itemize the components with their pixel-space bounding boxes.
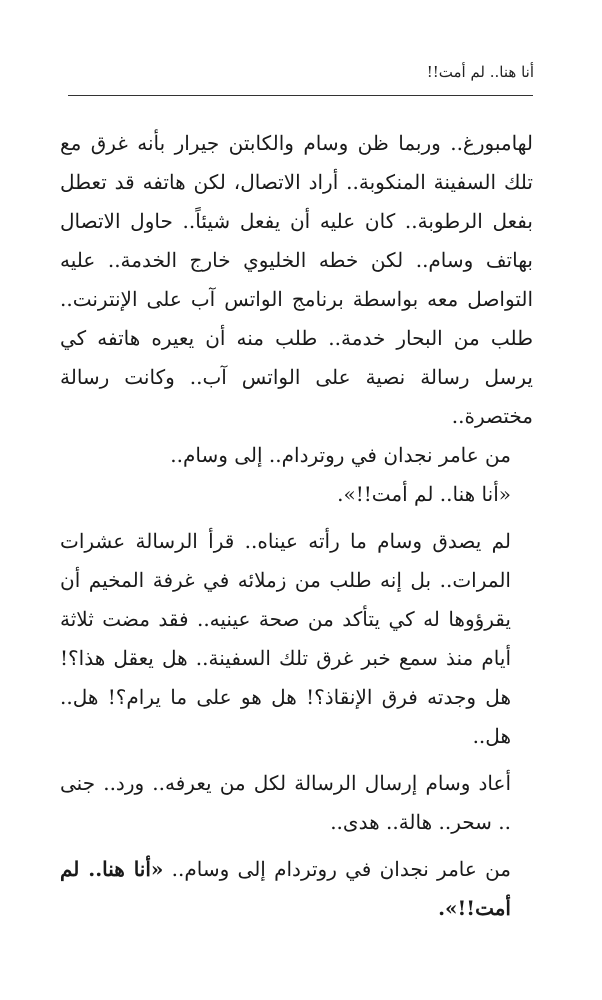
paragraph-2: من عامر نجدان في روتردام.. إلى وسام.. bbox=[170, 443, 511, 467]
paragraph-5: أعاد وسام إرسال الرسالة لكل من يعرفه.. ورد.. جنى .. سحر.. هالة.. هدى.. bbox=[60, 771, 511, 834]
header-divider bbox=[68, 95, 533, 96]
paragraph-6-bold-message: «أنا هنا.. لم أمت!!». bbox=[60, 857, 511, 920]
paragraph-1: لهامبورغ.. وربما ظن وسام والكابتن جيرار بأنه غرق مع تلك السفينة المنكوبة.. أراد الاتصال، لكن هاتفه قد تعطل بفعل الرطوبة.. كان عليه أن يفعل شيئاً.. حاول الاتصال بهاتف وسام.. لكن خطه الخليوي خارج الخدمة.. عليه التواصل معه بواسطة برنامج الواتس آب على الإنترنت.. طلب من البحار خدمة.. طلب منه أن يعيره هاتفه كي يرسل رسالة نصية على الواتس آب.. وكانت رسالة مختصرة.. bbox=[60, 131, 533, 428]
paragraph-6-lead: من عامر نجدان في روتردام إلى وسام.. bbox=[163, 857, 512, 881]
paragraph-6 bbox=[60, 850, 533, 928]
body-text bbox=[60, 124, 533, 928]
paragraph-3: «أنا هنا.. لم أمت!!». bbox=[337, 482, 511, 506]
running-header: أنا هنا.. لم أمت!! bbox=[426, 63, 534, 81]
paragraph-4: لم يصدق وسام ما رأته عيناه.. قرأ الرسالة عشرات المرات.. بل إنه طلب من زملائه في غرفة المخيم أن يقرؤوها له كي يتأكد من صحة عينيه.. فقد مضت ثلاثة أيام منذ سمع خبر غرق تلك السفينة.. هل يعقل هذا؟! هل وجدته فرق الإنقاذ؟! هل هو على ما يرام؟! هل.. هل.. bbox=[60, 529, 511, 748]
